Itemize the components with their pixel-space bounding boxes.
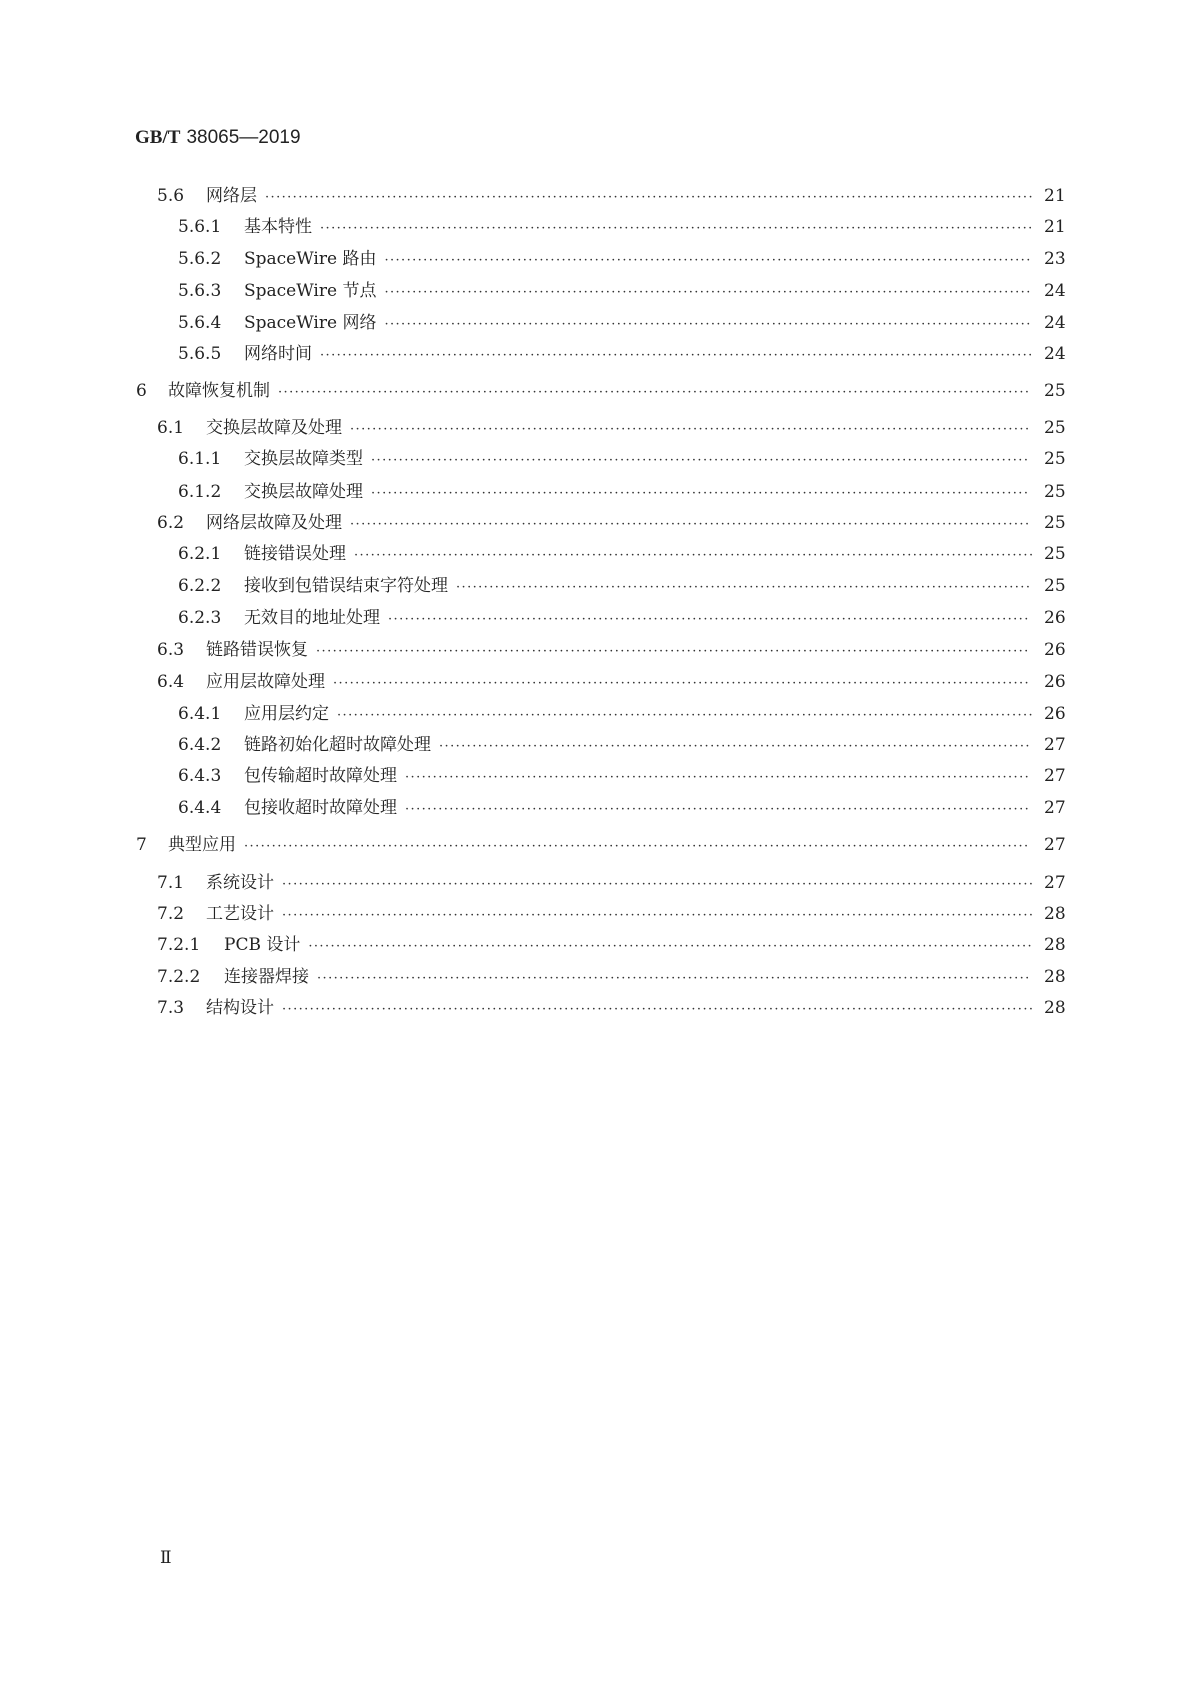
toc-entry-title: 网络时间 xyxy=(244,344,312,364)
toc-entry[interactable] xyxy=(178,605,1070,631)
toc-entry[interactable] xyxy=(157,964,1070,990)
toc-entry-number: 6 xyxy=(136,381,147,401)
leader-dots: ··························································································································· xyxy=(350,517,1031,532)
toc-entry-title: 故障恢复机制 xyxy=(168,381,270,401)
toc-entry-page: 28 xyxy=(1044,967,1066,987)
toc-entry-number: 6.2.3 xyxy=(178,608,222,628)
toc-entry-page: 25 xyxy=(1044,576,1066,596)
leader-dots: ········································································································································ xyxy=(282,1002,1034,1017)
toc-entry[interactable] xyxy=(136,832,1070,858)
toc-entry[interactable] xyxy=(157,510,1070,536)
toc-entry-number: 6.1.1 xyxy=(178,449,222,469)
toc-entry[interactable] xyxy=(178,446,1070,472)
leader-dots: ······························································································································ xyxy=(337,708,1034,723)
toc-entry[interactable] xyxy=(157,995,1070,1021)
leader-dots: ······················································································································· xyxy=(371,486,1030,501)
leader-dots: ································································································································· xyxy=(320,221,1034,236)
toc-entry-number: 6.4.3 xyxy=(178,766,222,786)
toc-entry-title: 交换层故障类型 xyxy=(244,449,363,469)
toc-entry-page: 26 xyxy=(1044,704,1066,724)
toc-entry-page: 25 xyxy=(1044,482,1066,502)
toc-entry-number: 7.2.2 xyxy=(157,967,201,987)
toc-entry-title: 交换层故障及处理 xyxy=(206,418,342,438)
leader-dots: ················································································································· xyxy=(405,770,1031,785)
toc-entry-page: 28 xyxy=(1044,998,1066,1018)
toc-entry-number: 6.2 xyxy=(157,513,185,533)
toc-entry[interactable] xyxy=(178,701,1070,727)
toc-entry[interactable] xyxy=(178,246,1070,272)
toc-entry-page: 23 xyxy=(1044,249,1066,269)
toc-entry-title: 典型应用 xyxy=(168,835,236,855)
toc-entry-number: 5.6.2 xyxy=(178,249,222,269)
leader-dots: ········································································································································ xyxy=(282,908,1034,923)
standard-number: 38065—2019 xyxy=(186,127,301,148)
toc-entry-title: 网络层 xyxy=(206,186,257,206)
leader-dots: ·············································································································································· xyxy=(244,839,1030,854)
toc-entry[interactable] xyxy=(157,637,1070,663)
toc-entry-title: 交换层故障处理 xyxy=(244,482,363,502)
leader-dots: ····················································································································· xyxy=(384,285,1032,300)
toc-entry-page: 25 xyxy=(1044,381,1066,401)
toc-entry[interactable] xyxy=(178,573,1070,599)
toc-entry-number: 6.4.2 xyxy=(178,735,222,755)
leader-dots: ······················································································································· xyxy=(371,453,1030,468)
toc-entry-title: 链接错误处理 xyxy=(244,544,346,564)
toc-entry-title: 包传输超时故障处理 xyxy=(244,766,397,786)
toc-entry-number: 5.6.3 xyxy=(178,281,222,301)
toc-entry-title: 包接收超时故障处理 xyxy=(244,798,397,818)
toc-entry-title: 连接器焊接 xyxy=(224,967,309,987)
toc-entry[interactable] xyxy=(178,310,1070,336)
toc-entry-number: 7.2 xyxy=(157,904,185,924)
toc-entry-page: 26 xyxy=(1044,640,1066,660)
toc-entry[interactable] xyxy=(157,870,1070,896)
toc-entry-title: PCB 设计 xyxy=(224,935,301,955)
toc-entry-title: 工艺设计 xyxy=(206,904,274,924)
toc-entry-title: SpaceWire 节点 xyxy=(244,281,377,301)
toc-entry-page: 27 xyxy=(1044,835,1066,855)
toc-entry-number: 6.2.2 xyxy=(178,576,222,596)
document-header xyxy=(135,126,301,149)
toc-entry-title: 系统设计 xyxy=(206,873,274,893)
toc-entry-page: 28 xyxy=(1044,904,1066,924)
toc-entry-title: 网络层故障及处理 xyxy=(206,513,342,533)
toc-entry-page: 24 xyxy=(1044,281,1066,301)
toc-entry[interactable] xyxy=(157,932,1070,958)
leader-dots: ··································································································································· xyxy=(308,939,1034,954)
toc-entry-page: 28 xyxy=(1044,935,1066,955)
toc-entry-title: 应用层约定 xyxy=(244,704,329,724)
leader-dots: ················································································································· xyxy=(405,802,1031,817)
toc-entry-number: 7.2.1 xyxy=(157,935,201,955)
leader-dots: ········································································································································ xyxy=(278,385,1031,400)
toc-entry-number: 7.3 xyxy=(157,998,185,1018)
toc-entry-number: 5.6.4 xyxy=(178,313,222,333)
toc-entry[interactable] xyxy=(178,214,1070,240)
toc-entry-number: 6.4 xyxy=(157,672,185,692)
toc-entry-page: 25 xyxy=(1044,449,1066,469)
toc-entry-page: 27 xyxy=(1044,735,1066,755)
toc-entry-page: 21 xyxy=(1044,186,1066,206)
toc-entry[interactable] xyxy=(157,183,1070,209)
leader-dots: ········································································································ xyxy=(456,580,1032,595)
toc-entry[interactable] xyxy=(157,415,1070,441)
leader-dots: ··························································································································· xyxy=(350,422,1031,437)
toc-entry-number: 5.6.5 xyxy=(178,344,222,364)
toc-entry-page: 27 xyxy=(1044,766,1066,786)
toc-entry[interactable] xyxy=(157,669,1070,695)
toc-entry-title: 应用层故障处理 xyxy=(206,672,325,692)
toc-entry-page: 26 xyxy=(1044,672,1066,692)
leader-dots: ···················································································································· xyxy=(388,612,1030,627)
toc-entry[interactable] xyxy=(178,732,1070,758)
toc-entry-page: 21 xyxy=(1044,217,1066,237)
toc-entry-page: 24 xyxy=(1044,313,1066,333)
toc-entry[interactable] xyxy=(178,278,1070,304)
leader-dots: ······························································································································ xyxy=(333,676,1031,691)
toc-entry[interactable] xyxy=(178,479,1070,505)
toc-entry[interactable] xyxy=(178,795,1070,821)
toc-entry-page: 27 xyxy=(1044,873,1066,893)
leader-dots: ····················································································································· xyxy=(384,317,1032,332)
toc-entry-title: 基本特性 xyxy=(244,217,312,237)
leader-dots: ································································································································· xyxy=(316,644,1030,659)
toc-entry-title: SpaceWire 路由 xyxy=(244,249,377,269)
toc-entry-title: 链路错误恢复 xyxy=(206,640,308,660)
toc-entry-number: 5.6.1 xyxy=(178,217,222,237)
leader-dots: ········································································································································ xyxy=(282,877,1034,892)
toc-entry-page: 25 xyxy=(1044,418,1066,438)
page-number-footer: Ⅱ xyxy=(160,1548,172,1568)
toc-entry-number: 6.2.1 xyxy=(178,544,222,564)
toc-entry-title: SpaceWire 网络 xyxy=(244,313,377,333)
toc-entry[interactable] xyxy=(178,541,1070,567)
toc-entry-number: 6.1 xyxy=(157,418,185,438)
toc-entry-number: 6.4.1 xyxy=(178,704,222,724)
toc-entry[interactable] xyxy=(178,763,1070,789)
toc-entry-title: 接收到包错误结束字符处理 xyxy=(244,576,448,596)
toc-entry-number: 5.6 xyxy=(157,186,185,206)
toc-entry-number: 7.1 xyxy=(157,873,185,893)
leader-dots: ··········································································································· xyxy=(439,739,1031,754)
toc-entry-number: 6.3 xyxy=(157,640,185,660)
leader-dots: ····················································································································· xyxy=(384,253,1032,268)
toc-entry-page: 25 xyxy=(1044,544,1066,564)
toc-entry-title: 结构设计 xyxy=(206,998,274,1018)
leader-dots: ··························································································································· xyxy=(354,548,1034,563)
toc-entry[interactable] xyxy=(157,901,1070,927)
toc-entry-number: 7 xyxy=(136,835,147,855)
leader-dots: ··········································································································································· xyxy=(265,190,1034,205)
toc-entry-page: 25 xyxy=(1044,513,1066,533)
toc-entry-title: 无效目的地址处理 xyxy=(244,608,380,628)
standard-prefix: GB/T xyxy=(135,127,181,148)
leader-dots: ································································································································· xyxy=(320,348,1034,363)
toc-entry-title: 链路初始化超时故障处理 xyxy=(244,735,431,755)
toc-entry-page: 24 xyxy=(1044,344,1066,364)
leader-dots: ································································································································· xyxy=(317,971,1031,986)
toc-entry-number: 6.4.4 xyxy=(178,798,222,818)
toc-entry-number: 6.1.2 xyxy=(178,482,222,502)
toc-entry[interactable] xyxy=(178,341,1070,367)
toc-entry-page: 26 xyxy=(1044,608,1066,628)
toc-entry-page: 27 xyxy=(1044,798,1066,818)
toc-entry[interactable] xyxy=(136,378,1070,404)
